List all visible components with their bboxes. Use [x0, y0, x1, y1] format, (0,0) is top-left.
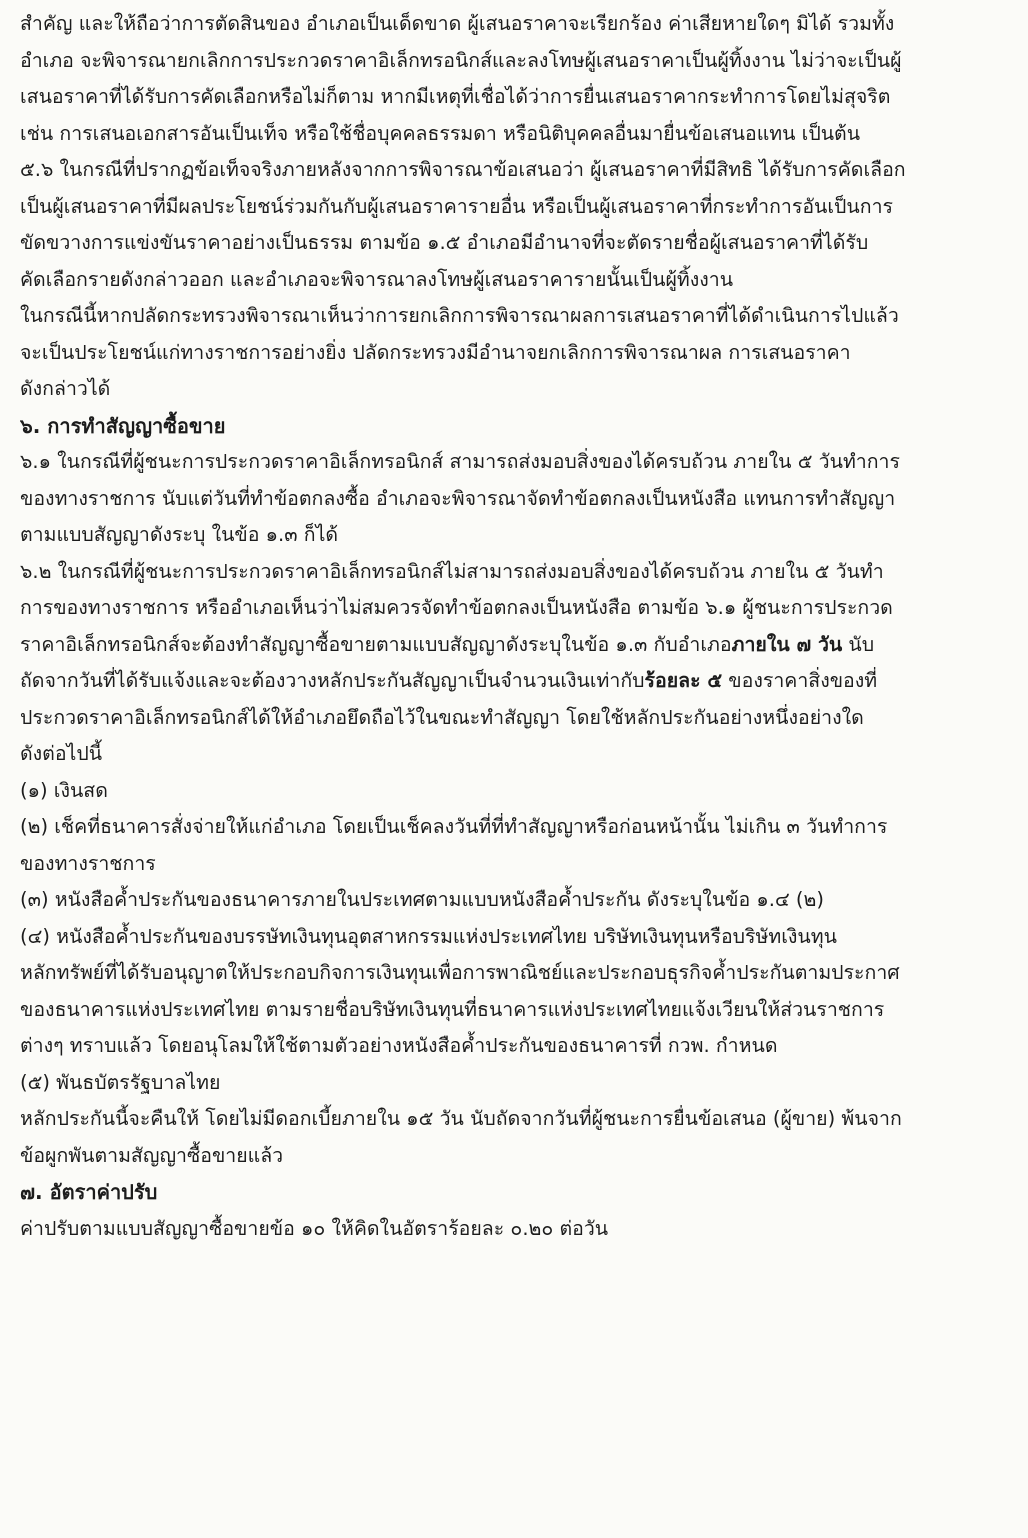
guarantee-item: (๒) เช็คที่ธนาคารสั่งจ่ายให้แก่อำเภอ โดยเป็นเช็คลงวันที่ที่ทำสัญญาหรือก่อนหน้านั้น ไม่เกิน ๓ วันทำการ [20, 815, 888, 838]
text-line: สำคัญ และให้ถือว่าการตัดสินของ อำเภอเป็นเด็ดขาด ผู้เสนอราคาจะเรียกร้อง ค่าเสียหายใดๆ มิได้ รวมทั้ง [20, 12, 895, 35]
percentage-emphasis: ร้อยละ ๕ [644, 669, 723, 692]
guarantee-item: ของธนาคารแห่งประเทศไทย ตามรายชื่อบริษัทเงินทุนที่ธนาคารแห่งประเทศไทยแจ้งเวียนให้ส่วนราชการ [20, 997, 885, 1021]
guarantee-item: (๕) พันธบัตรรัฐบาลไทย [20, 1070, 221, 1094]
clause-6-2-text: ราคาอิเล็กทรอนิกส์จะต้องทำสัญญาซื้อขายตามแบบสัญญาดังระบุในข้อ ๑.๓ กับอำเภอ [20, 632, 732, 656]
text-line: อำเภอ จะพิจารณายกเลิกการประกวดราคาอิเล็กทรอนิกส์และลงโทษผู้เสนอราคาเป็นผู้ทิ้งงาน ไม่ว่าจะเป็นผู้ [20, 48, 902, 72]
text-line: ดังกล่าวได้ [20, 377, 111, 400]
clause-6-2-line: ประกวดราคาอิเล็กทรอนิกส์ได้ให้อำเภอยึดถือไว้ในขณะทำสัญญา โดยใช้หลักประกันอย่างหนึ่งอย่างใด [20, 705, 864, 729]
clause-6-1-line: ตามแบบสัญญาดังระบุ ในข้อ ๑.๓ ก็ได้ [20, 523, 339, 546]
guarantee-return-text: ข้อผูกพันตามสัญญาซื้อขายแล้ว [20, 1143, 284, 1167]
guarantee-item: (๑) เงินสด [20, 778, 108, 802]
clause-6-2-text: ถัดจากวันที่ได้รับแจ้งและจะต้องวางหลักประกันสัญญาเป็นจำนวนเงินเท่ากับ [20, 669, 645, 692]
guarantee-item: ของทางราชการ [20, 851, 156, 875]
text-line: ในกรณีนี้หากปลัดกระทรวงพิจารณาเห็นว่าการยกเลิกการพิจารณาผลการเสนอราคาที่ได้ดำเนินการไปแล้ว [20, 304, 899, 327]
clause-6-2-text: ของราคาสิ่งของที่ [722, 669, 878, 692]
clause-6-2-line: การของทางราชการ หรืออำเภอเห็นว่าไม่สมควรจัดทำข้อตกลงเป็นหนังสือ ตามข้อ ๖.๑ ผู้ชนะการประกวด [20, 596, 893, 619]
guarantee-item: หลักทรัพย์ที่ได้รับอนุญาตให้ประกอบกิจการเงินทุนเพื่อการพาณิชย์และประกอบธุรกิจค้ำประกันตามประกาศ [20, 961, 900, 984]
section-6-heading: ๖. การทำสัญญาซื้อขาย [20, 413, 226, 438]
text-line: เสนอราคาที่ได้รับการคัดเลือกหรือไม่ก็ตาม หากมีเหตุที่เชื่อได้ว่าการยื่นเสนอราคากระทำการโดยไม่สุจริต [20, 85, 891, 108]
section-7-heading: ๗. อัตราค่าปรับ [20, 1180, 158, 1204]
guarantee-return-text: หลักประกันนี้จะคืนให้ โดยไม่มีดอกเบี้ยภายใน ๑๕ วัน นับถัดจากวันที่ผู้ชนะการยื่นข้อเสนอ (ผู้ขาย) พ้นจาก [20, 1107, 902, 1130]
clause-6-1-line: ของทางราชการ นับแต่วันที่ทำข้อตกลงซื้อ อำเภอจะพิจารณาจัดทำข้อตกลงเป็นหนังสือ แทนการทำสัญญา [20, 486, 896, 510]
guarantee-item: ต่างๆ ทราบแล้ว โดยอนุโลมให้ใช้ตามตัวอย่างหนังสือค้ำประกันของธนาคารที่ กวพ. กำหนด [20, 1034, 778, 1057]
guarantee-item: (๓) หนังสือค้ำประกันของธนาคารภายในประเทศตามแบบหนังสือค้ำประกัน ดังระบุในข้อ ๑.๔ (๒) [20, 888, 825, 911]
text-line: คัดเลือกรายดังกล่าวออก และอำเภอจะพิจารณาลงโทษผู้เสนอราคารายนั้นเป็นผู้ทิ้งงาน [20, 267, 734, 291]
clause-6-1-line: ๖.๑ ในกรณีที่ผู้ชนะการประกวดราคาอิเล็กทรอนิกส์ สามารถส่งมอบสิ่งของได้ครบถ้วน ภายใน ๕ วันทำการ [20, 450, 900, 473]
clause-6-2-line: ๖.๒ ในกรณีที่ผู้ชนะการประกวดราคาอิเล็กทรอนิกส์ไม่สามารถส่งมอบสิ่งของได้ครบถ้วน ภายใน ๕ วันทำ [20, 559, 884, 583]
deadline-emphasis: ภายใน ๗ วัน [731, 632, 843, 656]
clause-6-2-line: ดังต่อไปนี้ [20, 742, 103, 765]
clause-6-2-text: นับ [842, 632, 875, 656]
penalty-rate-text: ค่าปรับตามแบบสัญญาซื้อขายข้อ ๑๐ ให้คิดในอัตราร้อยละ ๐.๒๐ ต่อวัน [20, 1216, 609, 1240]
text-line: ขัดขวางการแข่งขันราคาอย่างเป็นธรรม ตามข้อ ๑.๕ อำเภอมีอำนาจที่จะตัดรายชื่อผู้เสนอราคาที่ได้รับ [20, 231, 869, 254]
clause-6-2-line [20, 663, 1020, 700]
text-line: เป็นผู้เสนอราคาที่มีผลประโยชน์ร่วมกันกับผู้เสนอราคารายอื่น หรือเป็นผู้เสนอราคาที่กระทำการอันเป็นการ [20, 194, 893, 218]
text-line: เช่น การเสนอเอกสารอันเป็นเท็จ หรือใช้ชื่อบุคคลธรรมดา หรือนิติบุคคลอื่นมายื่นข้อเสนอแทน เป็นต้น [20, 121, 861, 145]
text-line: จะเป็นประโยชน์แก่ทางราชการอย่างยิ่ง ปลัดกระทรวงมีอำนาจยกเลิกการพิจารณาผล การเสนอราคา [20, 340, 851, 364]
clause-6-2-line [20, 627, 1020, 664]
guarantee-item: (๔) หนังสือค้ำประกันของบรรษัทเงินทุนอุตสาหกรรมแห่งประเทศไทย บริษัทเงินทุนหรือบริษัทเงินทุน [20, 924, 837, 948]
text-line: ๕.๖ ในกรณีที่ปรากฏข้อเท็จจริงภายหลังจากการพิจารณาข้อเสนอว่า ผู้เสนอราคาที่มีสิทธิ ได้รับการคัดเลือก [20, 158, 906, 181]
